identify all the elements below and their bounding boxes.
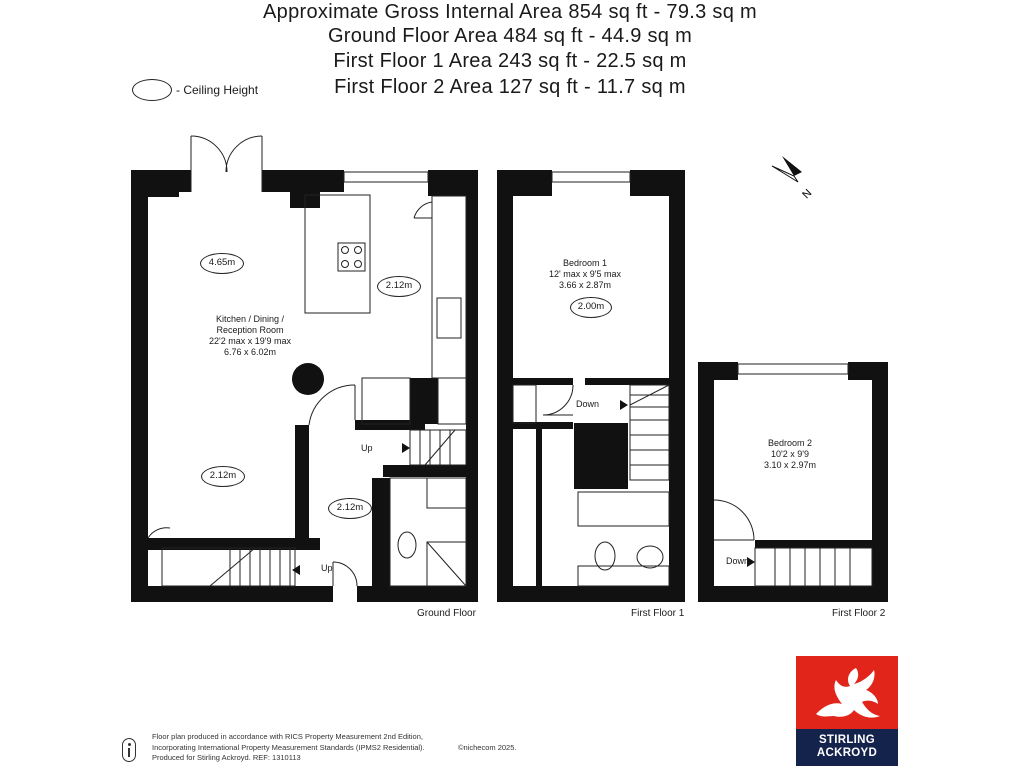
room-dimensions-imperial: 10'2 x 9'9 — [771, 449, 809, 459]
first-floor-1-label: First Floor 1 — [631, 608, 685, 619]
logo-red-panel — [796, 656, 898, 729]
compass-north-label: N — [800, 187, 815, 202]
ceiling-height-value: 2.12m — [385, 280, 413, 291]
ceiling-height-value: 4.65m — [208, 257, 236, 268]
ceiling-height-oval — [328, 498, 372, 519]
footer-copyright: ©nichecom 2025. — [458, 743, 517, 752]
ceiling-height-oval — [201, 466, 245, 487]
footer-line-2: Incorporating International Property Measurement Standards (IPMS2 Residential). — [152, 742, 425, 752]
stairs-up-label: Up — [361, 443, 373, 453]
griffin-icon — [796, 656, 898, 729]
ceiling-height-oval — [377, 276, 421, 297]
ceiling-height-oval — [570, 297, 612, 318]
room-dimensions-metric: 3.66 x 2.87m — [558, 280, 612, 290]
info-icon — [122, 738, 136, 762]
first-floor-2-label: First Floor 2 — [832, 608, 886, 619]
ceiling-height-value: 2.00m — [577, 301, 605, 312]
footer-disclaimer — [152, 732, 425, 764]
ceiling-height-oval — [200, 253, 244, 274]
room-name: Bedroom 2 — [767, 438, 813, 448]
room-dimensions-metric: 3.10 x 2.97m — [763, 460, 817, 470]
ceiling-height-value: 2.12m — [209, 470, 237, 481]
ground-floor-area: Ground Floor Area 484 sq ft - 44.9 sq m — [327, 25, 693, 47]
gross-area-heading: Approximate Gross Internal Area 854 sq ft - 79.3 sq m — [263, 1, 757, 23]
bedroom-2-label — [740, 438, 840, 471]
ceiling-height-value: 2.12m — [336, 502, 364, 513]
ground-floor-label: Ground Floor — [417, 608, 476, 619]
logo-navy-panel — [796, 729, 898, 766]
first-floor-2-area: First Floor 2 Area 127 sq ft - 11.7 sq m — [334, 76, 686, 98]
bedroom-1-label — [535, 258, 635, 291]
stairs-down-label: Down — [576, 399, 600, 409]
logo-text-ackroyd: ACKROYD — [816, 747, 878, 759]
logo-text-stirling: STIRLING — [818, 734, 876, 746]
room-name: Kitchen / Dining / — [215, 314, 285, 324]
kitchen-dining-reception-label — [190, 314, 310, 358]
room-dimensions-metric: 6.76 x 6.02m — [223, 347, 277, 357]
room-dimensions-imperial: 12' max x 9'5 max — [549, 269, 621, 279]
room-dimensions-imperial: 22'2 max x 19'9 max — [209, 336, 291, 346]
stirling-ackroyd-logo — [796, 656, 898, 766]
stairs-up-label: Up — [321, 563, 333, 573]
north-compass-icon — [768, 152, 828, 202]
room-name: Bedroom 1 — [562, 258, 608, 268]
room-name-2: Reception Room — [216, 325, 284, 335]
footer-line-3: Produced for Stirling Ackroyd. REF: 1310113 — [152, 753, 301, 762]
first-floor-1-area: First Floor 1 Area 243 sq ft - 22.5 sq m — [333, 50, 687, 72]
footer-line-1: Floor plan produced in accordance with RICS Property Measurement 2nd Edition, — [152, 732, 423, 741]
stairs-down-label: Down — [726, 556, 750, 566]
ceiling-height-legend-label: - Ceiling Height — [176, 83, 259, 97]
